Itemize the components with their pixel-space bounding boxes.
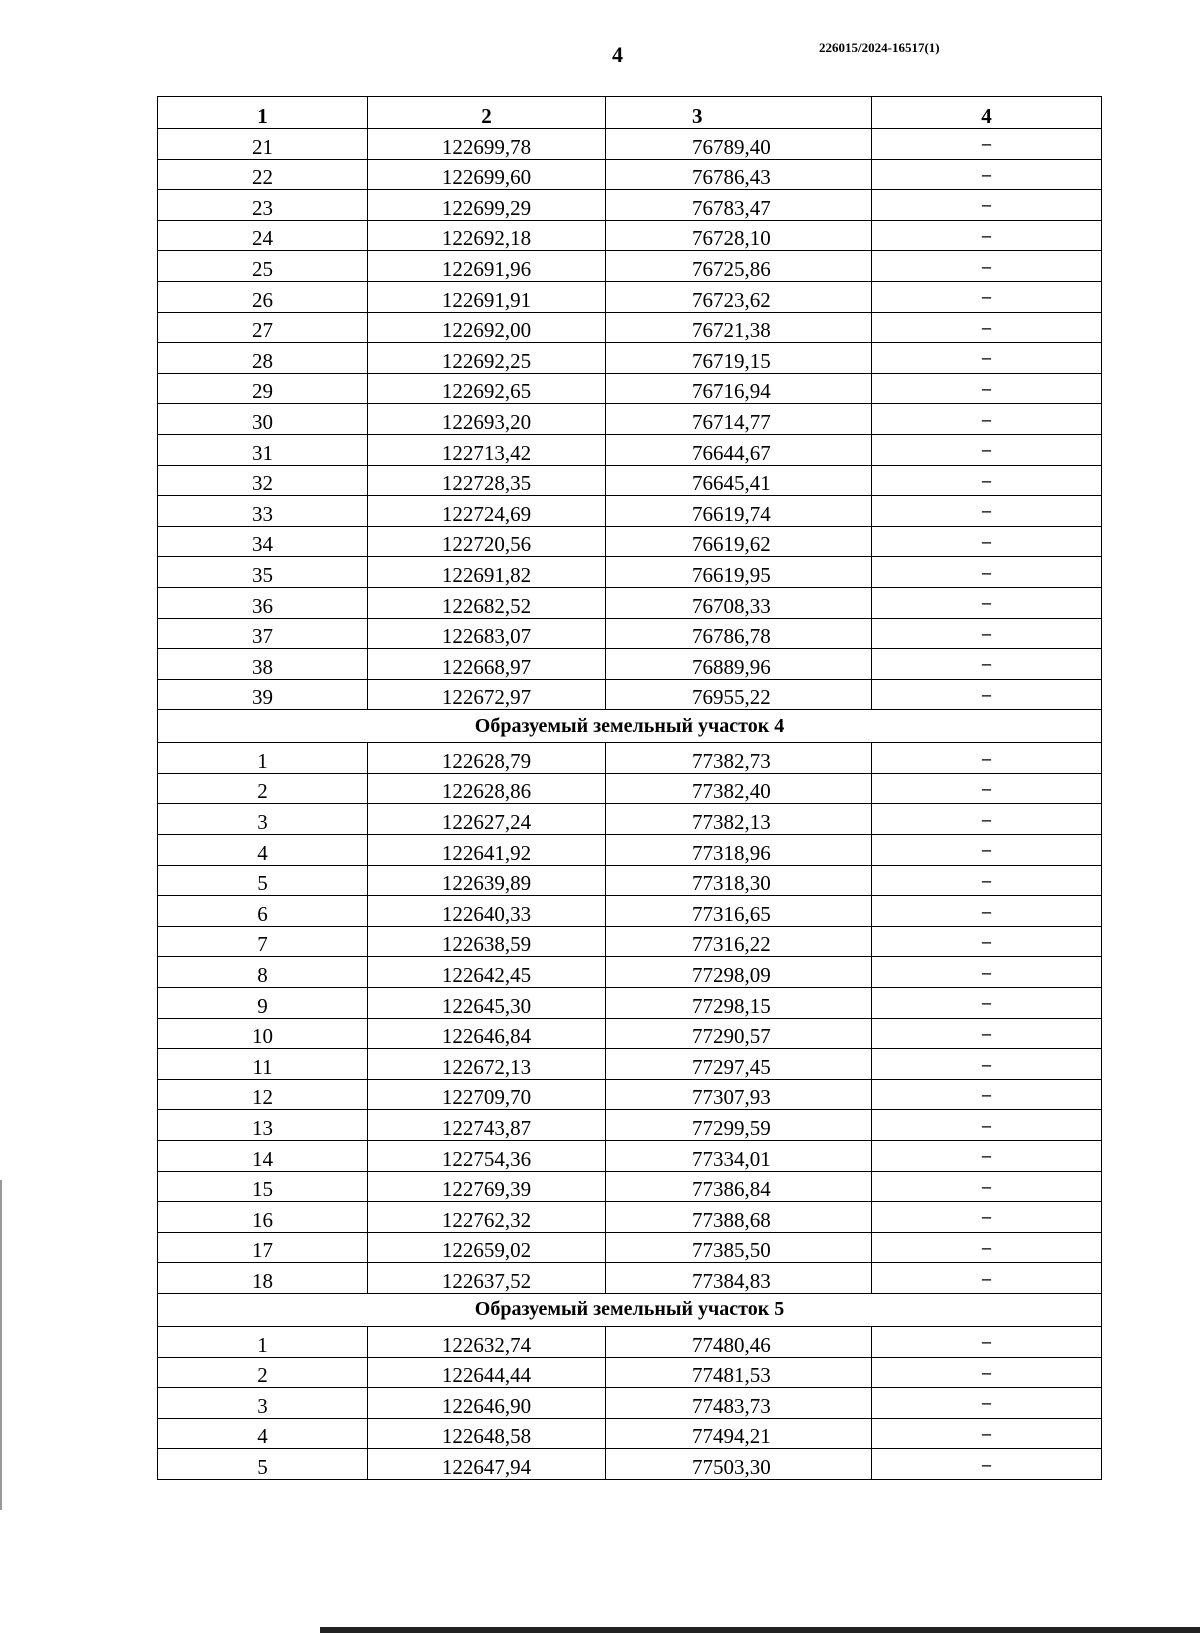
table-row	[158, 343, 1102, 374]
cell-column-4: –	[872, 679, 1102, 710]
cell-point-number: 5	[158, 1449, 368, 1480]
cell-x-coordinate: 122628,86	[368, 773, 606, 804]
table-row	[158, 373, 1102, 404]
table-row	[158, 251, 1102, 282]
section-title: Образуемый земельный участок 4	[158, 710, 1102, 743]
cell-point-number: 27	[158, 312, 368, 343]
cell-x-coordinate: 122692,18	[368, 220, 606, 251]
cell-column-4: –	[872, 1171, 1102, 1202]
cell-y-coordinate: 77382,73	[606, 743, 872, 774]
cell-column-4: –	[872, 618, 1102, 649]
cell-point-number: 39	[158, 679, 368, 710]
cell-column-4: –	[872, 434, 1102, 465]
table-row	[158, 1202, 1102, 1233]
cell-column-4: –	[872, 343, 1102, 374]
cell-column-4: –	[872, 1018, 1102, 1049]
document-number: 226015/2024-16517(1)	[819, 40, 940, 55]
cell-column-4: –	[872, 1110, 1102, 1141]
cell-x-coordinate: 122713,42	[368, 434, 606, 465]
cell-x-coordinate: 122692,65	[368, 373, 606, 404]
cell-column-4: –	[872, 496, 1102, 527]
table-header-row	[158, 97, 1102, 129]
cell-y-coordinate: 76955,22	[606, 679, 872, 710]
table-row	[158, 835, 1102, 866]
cell-y-coordinate: 77483,73	[606, 1388, 872, 1419]
cell-x-coordinate: 122691,91	[368, 281, 606, 312]
table-row	[158, 159, 1102, 190]
cell-column-4: –	[872, 649, 1102, 680]
cell-x-coordinate: 122672,13	[368, 1049, 606, 1080]
section-header-plot-4	[158, 710, 1102, 743]
cell-x-coordinate: 122668,97	[368, 649, 606, 680]
cell-point-number: 36	[158, 587, 368, 618]
cell-point-number: 3	[158, 1388, 368, 1419]
cell-column-4: –	[872, 1357, 1102, 1388]
cell-y-coordinate: 77318,30	[606, 865, 872, 896]
cell-column-4: –	[872, 957, 1102, 988]
table-row	[158, 865, 1102, 896]
cell-y-coordinate: 77297,45	[606, 1049, 872, 1080]
cell-x-coordinate: 122691,82	[368, 557, 606, 588]
cell-column-4: –	[872, 1079, 1102, 1110]
cell-y-coordinate: 76721,38	[606, 312, 872, 343]
cell-point-number: 31	[158, 434, 368, 465]
cell-point-number: 11	[158, 1049, 368, 1080]
cell-point-number: 9	[158, 988, 368, 1019]
cell-y-coordinate: 77334,01	[606, 1141, 872, 1172]
table-row	[158, 1049, 1102, 1080]
cell-point-number: 25	[158, 251, 368, 282]
cell-y-coordinate: 76725,86	[606, 251, 872, 282]
cell-point-number: 30	[158, 404, 368, 435]
table-row	[158, 220, 1102, 251]
cell-x-coordinate: 122639,89	[368, 865, 606, 896]
cell-point-number: 12	[158, 1079, 368, 1110]
cell-y-coordinate: 77481,53	[606, 1357, 872, 1388]
cell-y-coordinate: 76719,15	[606, 343, 872, 374]
cell-point-number: 29	[158, 373, 368, 404]
cell-y-coordinate: 76723,62	[606, 281, 872, 312]
cell-y-coordinate: 77298,15	[606, 988, 872, 1019]
cell-column-4: –	[872, 404, 1102, 435]
cell-column-4: –	[872, 1141, 1102, 1172]
cell-x-coordinate: 122646,84	[368, 1018, 606, 1049]
cell-y-coordinate: 77385,50	[606, 1232, 872, 1263]
cell-y-coordinate: 76789,40	[606, 129, 872, 160]
cell-column-4: –	[872, 557, 1102, 588]
cell-point-number: 26	[158, 281, 368, 312]
cell-point-number: 28	[158, 343, 368, 374]
section-header-plot-5	[158, 1293, 1102, 1326]
cell-x-coordinate: 122754,36	[368, 1141, 606, 1172]
cell-x-coordinate: 122638,59	[368, 926, 606, 957]
scan-edge-mark	[0, 1180, 2, 1510]
table-row	[158, 1232, 1102, 1263]
page-number: 4	[612, 42, 623, 67]
cell-y-coordinate: 77386,84	[606, 1171, 872, 1202]
table-row	[158, 1141, 1102, 1172]
cell-x-coordinate: 122691,96	[368, 251, 606, 282]
cell-x-coordinate: 122672,97	[368, 679, 606, 710]
table-row	[158, 773, 1102, 804]
table-row	[158, 1357, 1102, 1388]
table-row	[158, 1418, 1102, 1449]
table-row	[158, 618, 1102, 649]
cell-point-number: 21	[158, 129, 368, 160]
cell-x-coordinate: 122627,24	[368, 804, 606, 835]
cell-point-number: 24	[158, 220, 368, 251]
cell-y-coordinate: 77382,13	[606, 804, 872, 835]
coordinates-table	[157, 96, 1102, 1480]
table-row	[158, 1263, 1102, 1294]
cell-y-coordinate: 77307,93	[606, 1079, 872, 1110]
cell-column-4: –	[872, 251, 1102, 282]
cell-y-coordinate: 76728,10	[606, 220, 872, 251]
cell-column-4: –	[872, 926, 1102, 957]
cell-point-number: 34	[158, 526, 368, 557]
section-title: Образуемый земельный участок 5	[158, 1293, 1102, 1326]
cell-point-number: 8	[158, 957, 368, 988]
cell-y-coordinate: 76619,95	[606, 557, 872, 588]
table-row	[158, 804, 1102, 835]
cell-y-coordinate: 77299,59	[606, 1110, 872, 1141]
cell-column-4: 4	[872, 97, 1102, 129]
cell-x-coordinate: 122628,79	[368, 743, 606, 774]
table-row	[158, 679, 1102, 710]
cell-column-4: –	[872, 865, 1102, 896]
cell-y-coordinate: 76716,94	[606, 373, 872, 404]
cell-x-coordinate: 122743,87	[368, 1110, 606, 1141]
cell-point-number: 18	[158, 1263, 368, 1294]
cell-x-coordinate: 122641,92	[368, 835, 606, 866]
cell-y-coordinate: 76644,67	[606, 434, 872, 465]
cell-y-coordinate: 76619,74	[606, 496, 872, 527]
cell-y-coordinate: 77316,65	[606, 896, 872, 927]
cell-point-number: 14	[158, 1141, 368, 1172]
cell-point-number: 3	[158, 804, 368, 835]
cell-y-coordinate: 76889,96	[606, 649, 872, 680]
cell-x-coordinate: 122637,52	[368, 1263, 606, 1294]
coordinates-table-body	[158, 97, 1102, 1480]
cell-y-coordinate: 77290,57	[606, 1018, 872, 1049]
cell-column-4: –	[872, 835, 1102, 866]
cell-point-number: 16	[158, 1202, 368, 1233]
cell-y-coordinate: 76786,78	[606, 618, 872, 649]
cell-point-number: 7	[158, 926, 368, 957]
cell-point-number: 32	[158, 465, 368, 496]
cell-x-coordinate: 122728,35	[368, 465, 606, 496]
table-row	[158, 1326, 1102, 1357]
cell-point-number: 35	[158, 557, 368, 588]
table-row	[158, 896, 1102, 927]
table-row	[158, 587, 1102, 618]
cell-column-4: –	[872, 220, 1102, 251]
cell-column-4: –	[872, 190, 1102, 221]
cell-y-coordinate: 77480,46	[606, 1326, 872, 1357]
cell-x-coordinate: 122659,02	[368, 1232, 606, 1263]
table-row	[158, 1079, 1102, 1110]
cell-x-coordinate: 122709,70	[368, 1079, 606, 1110]
cell-column-4: –	[872, 129, 1102, 160]
cell-y-coordinate: 76645,41	[606, 465, 872, 496]
cell-point-number: 22	[158, 159, 368, 190]
table-row	[158, 1018, 1102, 1049]
table-row	[158, 312, 1102, 343]
table-row	[158, 526, 1102, 557]
cell-x-coordinate: 122699,78	[368, 129, 606, 160]
cell-x-coordinate: 122646,90	[368, 1388, 606, 1419]
cell-x-coordinate: 122699,60	[368, 159, 606, 190]
table-row	[158, 281, 1102, 312]
cell-x-coordinate: 2	[368, 97, 606, 129]
cell-x-coordinate: 122647,94	[368, 1449, 606, 1480]
table-row	[158, 404, 1102, 435]
cell-column-4: –	[872, 587, 1102, 618]
cell-x-coordinate: 122632,74	[368, 1326, 606, 1357]
table-row	[158, 190, 1102, 221]
scan-bottom-bar	[320, 1627, 1200, 1633]
table-row	[158, 743, 1102, 774]
cell-point-number: 10	[158, 1018, 368, 1049]
cell-column-4: –	[872, 312, 1102, 343]
cell-y-coordinate: 76619,62	[606, 526, 872, 557]
cell-column-4: –	[872, 1418, 1102, 1449]
table-row	[158, 649, 1102, 680]
cell-x-coordinate: 122645,30	[368, 988, 606, 1019]
cell-x-coordinate: 122648,58	[368, 1418, 606, 1449]
cell-column-4: –	[872, 1232, 1102, 1263]
cell-column-4: –	[872, 896, 1102, 927]
cell-y-coordinate: 77298,09	[606, 957, 872, 988]
table-row	[158, 1171, 1102, 1202]
cell-x-coordinate: 122692,25	[368, 343, 606, 374]
cell-column-4: –	[872, 1388, 1102, 1419]
cell-column-4: –	[872, 1049, 1102, 1080]
table-row	[158, 465, 1102, 496]
cell-y-coordinate: 77316,22	[606, 926, 872, 957]
cell-point-number: 2	[158, 773, 368, 804]
cell-point-number: 17	[158, 1232, 368, 1263]
cell-column-4: –	[872, 373, 1102, 404]
cell-y-coordinate: 77388,68	[606, 1202, 872, 1233]
table-row	[158, 557, 1102, 588]
cell-column-4: –	[872, 1202, 1102, 1233]
cell-x-coordinate: 122683,07	[368, 618, 606, 649]
cell-point-number: 6	[158, 896, 368, 927]
table-row	[158, 496, 1102, 527]
cell-y-coordinate: 77382,40	[606, 773, 872, 804]
cell-x-coordinate: 122724,69	[368, 496, 606, 527]
cell-point-number: 37	[158, 618, 368, 649]
cell-x-coordinate: 122682,52	[368, 587, 606, 618]
cell-point-number: 33	[158, 496, 368, 527]
cell-x-coordinate: 122720,56	[368, 526, 606, 557]
cell-point-number: 2	[158, 1357, 368, 1388]
cell-column-4: –	[872, 1326, 1102, 1357]
table-row	[158, 434, 1102, 465]
cell-column-4: –	[872, 804, 1102, 835]
table-row	[158, 129, 1102, 160]
cell-x-coordinate: 122644,44	[368, 1357, 606, 1388]
cell-y-coordinate: 77494,21	[606, 1418, 872, 1449]
cell-column-4: –	[872, 1263, 1102, 1294]
cell-y-coordinate: 77384,83	[606, 1263, 872, 1294]
cell-column-4: –	[872, 526, 1102, 557]
cell-x-coordinate: 122762,32	[368, 1202, 606, 1233]
cell-y-coordinate: 77503,30	[606, 1449, 872, 1480]
cell-x-coordinate: 122769,39	[368, 1171, 606, 1202]
cell-y-coordinate: 77318,96	[606, 835, 872, 866]
cell-x-coordinate: 122692,00	[368, 312, 606, 343]
cell-y-coordinate: 76783,47	[606, 190, 872, 221]
table-row	[158, 1388, 1102, 1419]
cell-y-coordinate: 76786,43	[606, 159, 872, 190]
cell-column-4: –	[872, 159, 1102, 190]
cell-column-4: –	[872, 281, 1102, 312]
table-row	[158, 1110, 1102, 1141]
table-row	[158, 957, 1102, 988]
cell-column-4: –	[872, 743, 1102, 774]
cell-x-coordinate: 122642,45	[368, 957, 606, 988]
table-row	[158, 988, 1102, 1019]
cell-column-4: –	[872, 988, 1102, 1019]
coordinates-table-container	[157, 96, 1101, 1480]
cell-point-number: 38	[158, 649, 368, 680]
cell-point-number: 5	[158, 865, 368, 896]
table-row	[158, 926, 1102, 957]
cell-point-number: 23	[158, 190, 368, 221]
cell-column-4: –	[872, 465, 1102, 496]
cell-x-coordinate: 122640,33	[368, 896, 606, 927]
cell-x-coordinate: 122699,29	[368, 190, 606, 221]
cell-point-number: 1	[158, 97, 368, 129]
cell-point-number: 4	[158, 1418, 368, 1449]
cell-x-coordinate: 122693,20	[368, 404, 606, 435]
cell-y-coordinate: 76708,33	[606, 587, 872, 618]
cell-point-number: 4	[158, 835, 368, 866]
cell-y-coordinate: 76714,77	[606, 404, 872, 435]
cell-point-number: 13	[158, 1110, 368, 1141]
table-row	[158, 1449, 1102, 1480]
cell-point-number: 15	[158, 1171, 368, 1202]
cell-column-4: –	[872, 773, 1102, 804]
cell-point-number: 1	[158, 1326, 368, 1357]
cell-column-4: –	[872, 1449, 1102, 1480]
cell-point-number: 1	[158, 743, 368, 774]
cell-y-coordinate: 3	[606, 97, 872, 129]
